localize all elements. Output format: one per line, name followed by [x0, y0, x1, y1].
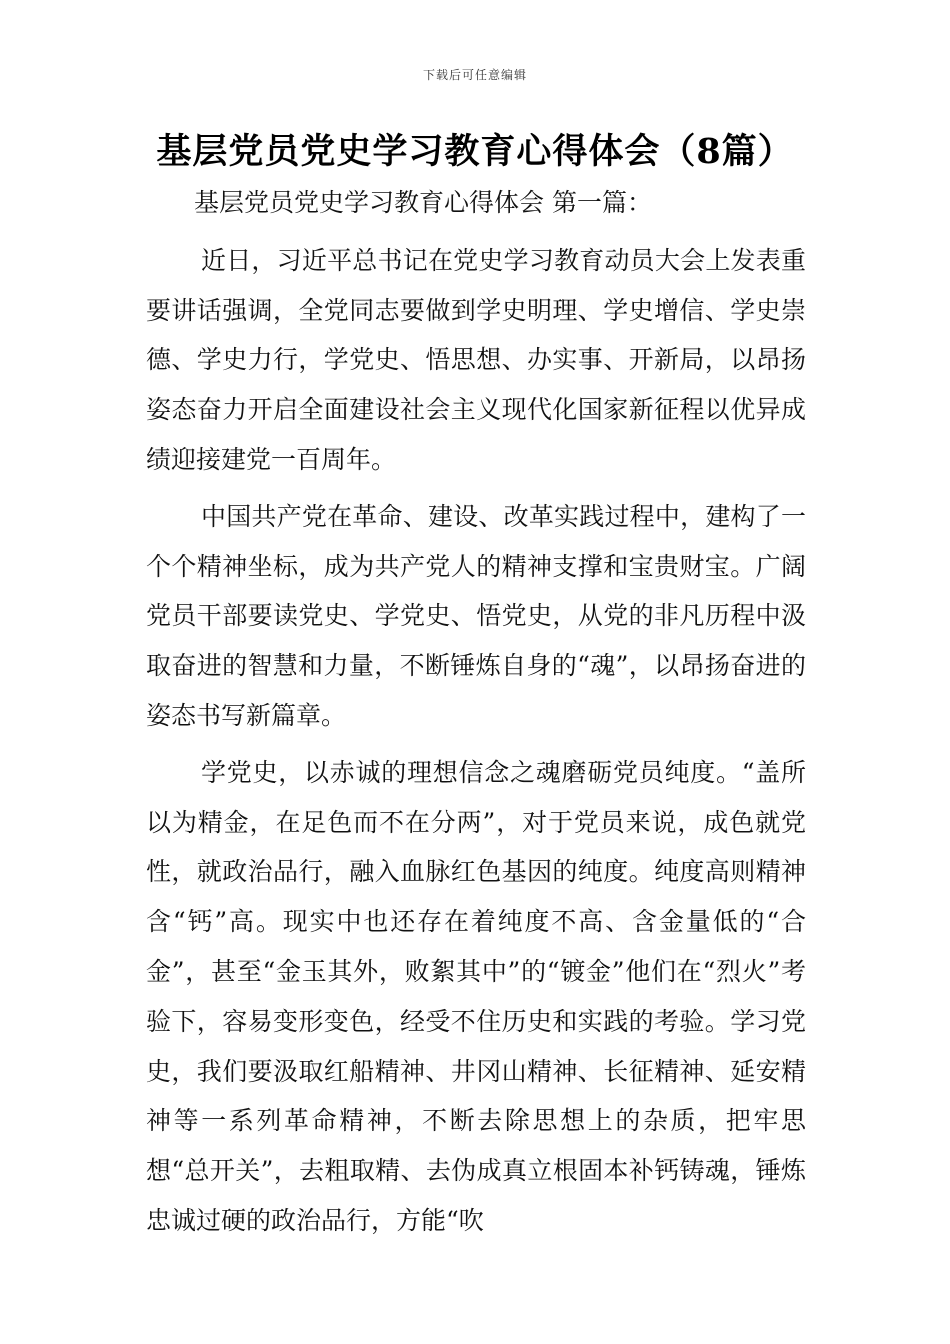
section-heading: 基层党员党史学习教育心得体会 第一篇： — [194, 188, 652, 217]
document-title: 基层党员党史学习教育心得体会（8篇） — [156, 131, 794, 172]
paragraph-2: 中国共产党在革命、建设、改革实践过程中，建构了一个个精神坐标，成为共产党人的精神支撑和宝贵财宝。广阔党员干部要读党史、学党史、悟党史，从党的非凡历程中汲取奋进的智慧和力量，不断锤炼自身的“魂”，以昂扬奋进的姿态书写新篇章。 — [146, 501, 806, 730]
paragraph-3: 学党史，以赤诚的理想信念之魂磨砺党员纯度。“盖所以为精金，在足色而不在分两”，对于党员来说，成色就党性，就政治品行，融入血脉红色基因的纯度。纯度高则精神含“钙”高。现实中也还存在着纯度不高、含金量低的“合金”，甚至“金玉其外，败絮其中”的“镀金”他们在“烈火”考验下，容易变形变色，经受不住历史和实践的考验。学习党史，我们要汲取红船精神、井冈山精神、长征精神、延安精神等一系列革命精神，不断去除思想上的杂质，把牢思想“总开关”，去粗取精、去伪成真立根固本补钙铸魂，锤炼忠诚过硬的政治品行，方能“吹 — [146, 757, 806, 1235]
paragraph-1: 近日，习近平总书记在党史学习教育动员大会上发表重要讲话强调，全党同志要做到学史明理、学史增信、学史崇德、学史力行，学党史、悟思想、办实事、开新局，以昂扬姿态奋力开启全面建设社会主义现代化国家新征程以优异成绩迎接建党一百周年。 — [146, 245, 806, 474]
header-note: 下载后可任意编辑 — [422, 68, 527, 82]
document-body — [146, 178, 806, 1253]
